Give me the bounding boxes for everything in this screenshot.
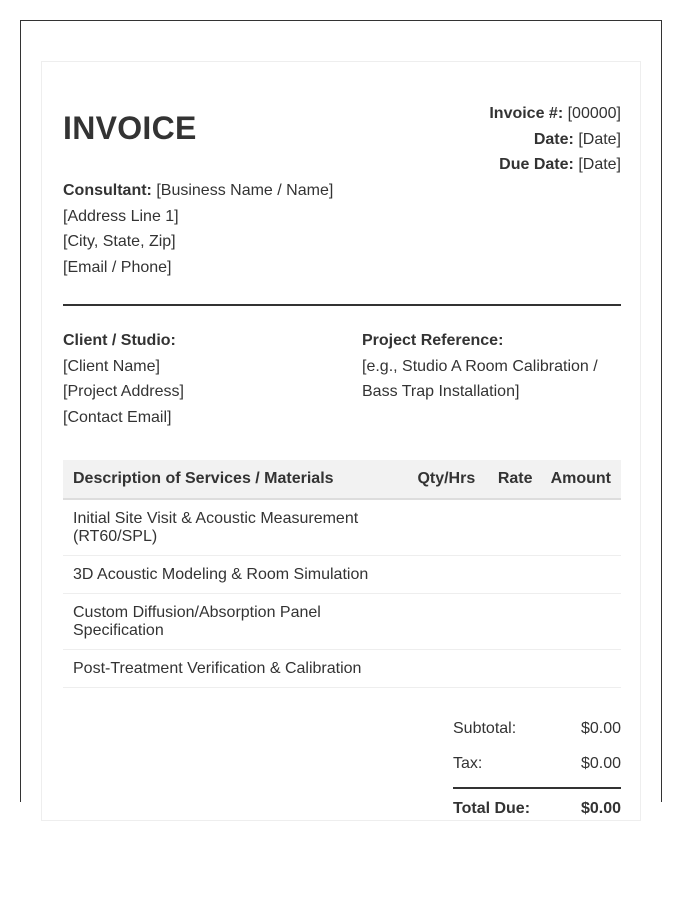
invoice-date-row <box>489 127 621 153</box>
row-description: Initial Site Visit & Acoustic Measurement (RT60/SPL) <box>63 499 405 556</box>
row-qty <box>405 499 483 556</box>
header-amount: Amount <box>541 460 621 499</box>
invoice-title: INVOICE <box>63 110 197 146</box>
row-amount <box>541 556 621 594</box>
totals-block <box>453 717 621 822</box>
table-row <box>63 499 621 556</box>
consultant-address: [Address Line 1] <box>63 207 179 225</box>
invoice-due-date-value: [Date] <box>578 156 621 173</box>
row-rate <box>483 594 540 650</box>
subtotal-label: Subtotal: <box>453 720 517 737</box>
consultant-city: [City, State, Zip] <box>63 233 176 251</box>
row-description: 3D Acoustic Modeling & Room Simulation <box>63 556 405 594</box>
invoice-due-date-row <box>489 152 621 178</box>
total-due-label: Total Due: <box>453 800 531 817</box>
row-amount <box>541 594 621 650</box>
page-frame <box>20 20 662 817</box>
total-due-value: $0.00 <box>580 800 621 817</box>
table-row <box>63 594 621 650</box>
invoice-sheet <box>41 61 641 821</box>
consultant-label: Consultant: <box>63 182 152 199</box>
tax-label: Tax: <box>453 755 483 772</box>
client-block <box>63 328 343 431</box>
invoice-due-date-label: Due Date: <box>499 156 574 173</box>
project-reference-line-2: Bass Trap Installation] <box>362 383 520 401</box>
table-row <box>63 556 621 594</box>
header-rate: Rate <box>483 460 540 499</box>
table-header-row <box>63 460 621 499</box>
total-due-row <box>453 787 621 822</box>
tax-value: $0.00 <box>580 755 621 772</box>
consultant-name: [Business Name / Name] <box>156 182 334 199</box>
services-table <box>63 460 621 688</box>
row-rate <box>483 650 540 688</box>
row-description: Custom Diffusion/Absorption Panel Specification <box>63 594 405 650</box>
invoice-meta <box>489 101 621 178</box>
project-reference-line-1: [e.g., Studio A Room Calibration / <box>362 357 598 375</box>
client-heading: Client / Studio: <box>63 332 176 349</box>
client-name: [Client Name] <box>63 357 160 375</box>
invoice-date-value: [Date] <box>578 130 621 148</box>
row-qty <box>405 650 483 688</box>
section-divider <box>63 304 621 306</box>
tax-row <box>453 752 621 787</box>
project-heading: Project Reference: <box>362 332 504 349</box>
consultant-block <box>63 178 333 281</box>
invoice-number-value: [00000] <box>567 105 621 122</box>
client-address: [Project Address] <box>63 383 184 401</box>
consultant-name-row <box>63 178 333 204</box>
row-qty <box>405 556 483 594</box>
invoice-date-label: Date: <box>533 130 574 148</box>
row-rate <box>483 499 540 556</box>
header-qty: Qty/Hrs <box>405 460 483 499</box>
table-row <box>63 650 621 688</box>
subtotal-row <box>453 717 621 752</box>
subtotal-value: $0.00 <box>580 720 621 737</box>
client-email: [Contact Email] <box>63 409 172 427</box>
row-description: Post-Treatment Verification & Calibration <box>63 650 405 688</box>
row-rate <box>483 556 540 594</box>
row-qty <box>405 594 483 650</box>
row-amount <box>541 499 621 556</box>
project-block <box>362 328 621 405</box>
header-description: Description of Services / Materials <box>63 460 405 499</box>
consultant-contact: [Email / Phone] <box>63 259 172 277</box>
invoice-number-row <box>489 101 621 127</box>
row-amount <box>541 650 621 688</box>
invoice-number-label: Invoice #: <box>489 105 564 122</box>
